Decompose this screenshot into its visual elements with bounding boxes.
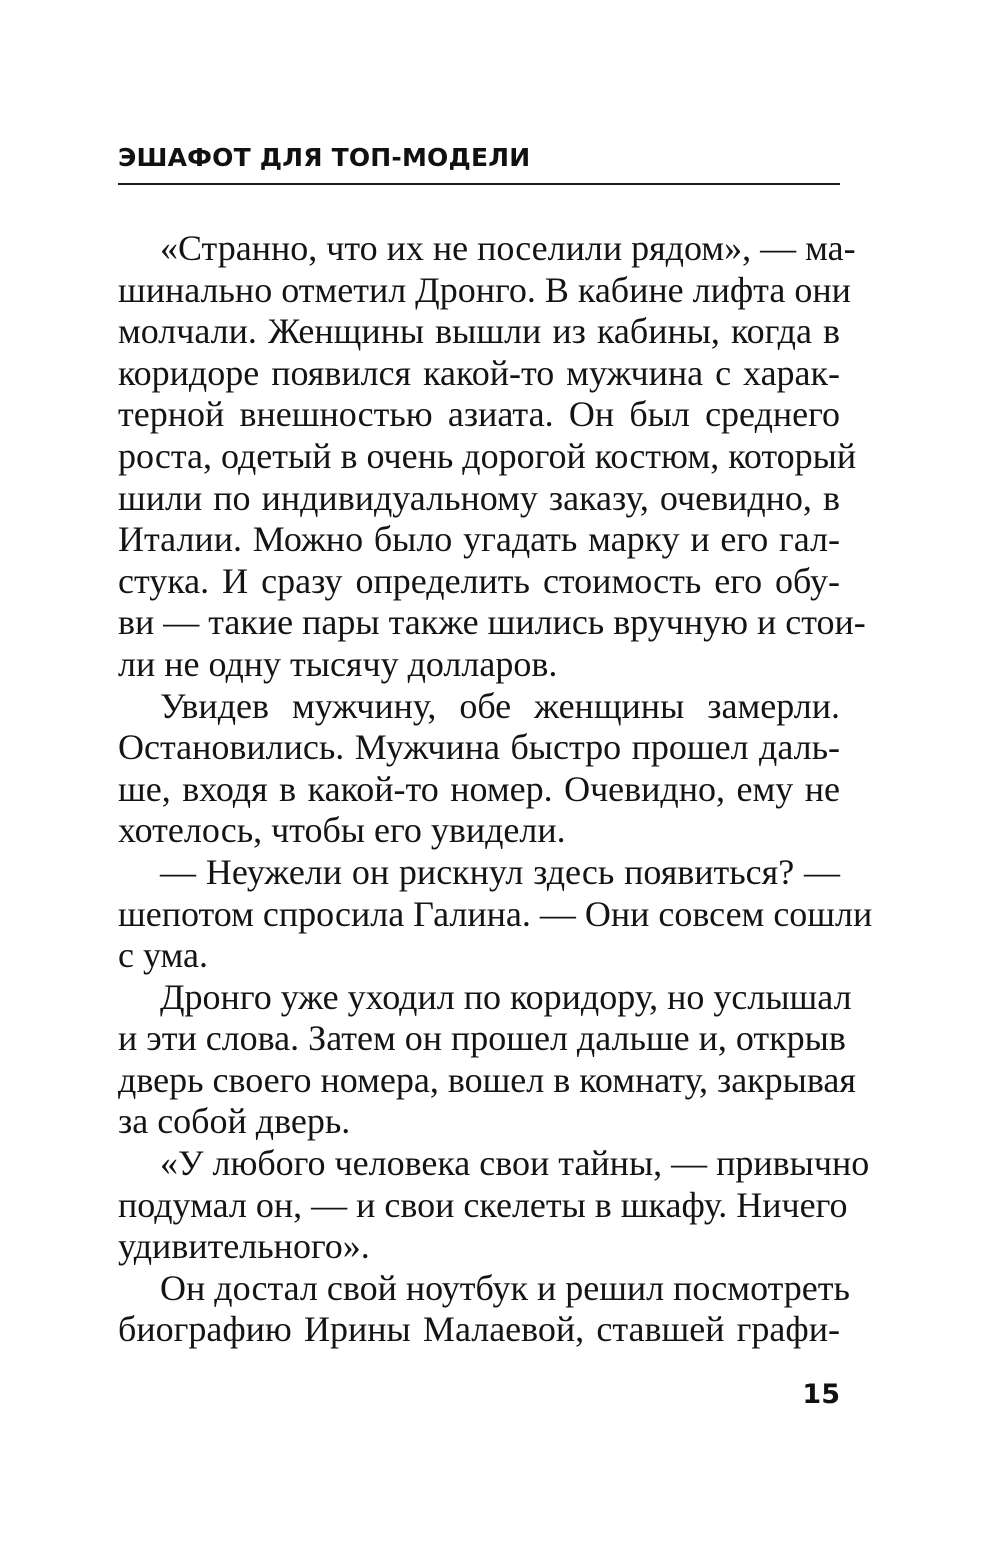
text-line: стука. И сразу определить стоимость его обу-	[118, 560, 840, 601]
text-line: шили по индивидуальному заказу, очевидно, в	[118, 477, 840, 518]
text-line: терной внешностью азиата. Он был среднего	[118, 394, 840, 435]
text-line: биографию Ирины Малаевой, ставшей графи-	[118, 1309, 840, 1350]
text-line: «Странно, что их не поселили рядом», — ма-	[160, 228, 856, 268]
running-head: ЭШАФОТ ДЛЯ ТОП-МОДЕЛИ	[118, 143, 531, 172]
text-line: Остановились. Мужчина быстро прошел даль-	[118, 727, 840, 768]
text-line: ви — такие пары также шились вручную и стои-	[118, 602, 866, 643]
text-line: коридоре появился какой-то мужчина с харак-	[118, 352, 840, 393]
text-line: за собой дверь.	[118, 1101, 351, 1142]
text-line: шинально отметил Дронго. В кабине лифта они	[118, 269, 851, 310]
text-line: подумал он, — и свои скелеты в шкафу. Ничего	[118, 1184, 848, 1225]
text-line: молчали. Женщины вышли из кабины, когда в	[118, 311, 840, 352]
text-line: роста, одетый в очень дорогой костюм, который	[118, 435, 857, 476]
text-line: шепотом спросила Галина. — Они совсем сошли	[118, 893, 873, 934]
text-line: ше, входя в какой-то номер. Очевидно, ему не	[118, 768, 840, 809]
text-line: хотелось, чтобы его увидели.	[118, 810, 566, 851]
text-line: и эти слова. Затем он прошел дальше и, открыв	[118, 1018, 846, 1059]
text-line: Италии. Можно было угадать марку и его гал-	[118, 519, 840, 560]
text-line: «У любого человека свои тайны, — привычно	[160, 1143, 870, 1184]
text-line: — Неужели он рискнул здесь появиться? —	[160, 851, 840, 892]
text-line: Дронго уже уходил по коридору, но услышал	[160, 976, 852, 1017]
text-line: удивительного».	[118, 1226, 370, 1267]
header-rule	[118, 183, 840, 185]
page-number: 15	[802, 1379, 840, 1410]
text-line: с ума.	[118, 935, 209, 976]
text-line: дверь своего номера, вошел в комнату, закрывая	[118, 1059, 856, 1100]
body-text	[118, 228, 873, 1351]
text-line: Он достал свой ноутбук и решил посмотреть	[160, 1267, 850, 1308]
text-line: ли не одну тысячу долларов.	[118, 643, 558, 684]
text-line: Увидев мужчину, обе женщины замерли.	[160, 685, 840, 726]
